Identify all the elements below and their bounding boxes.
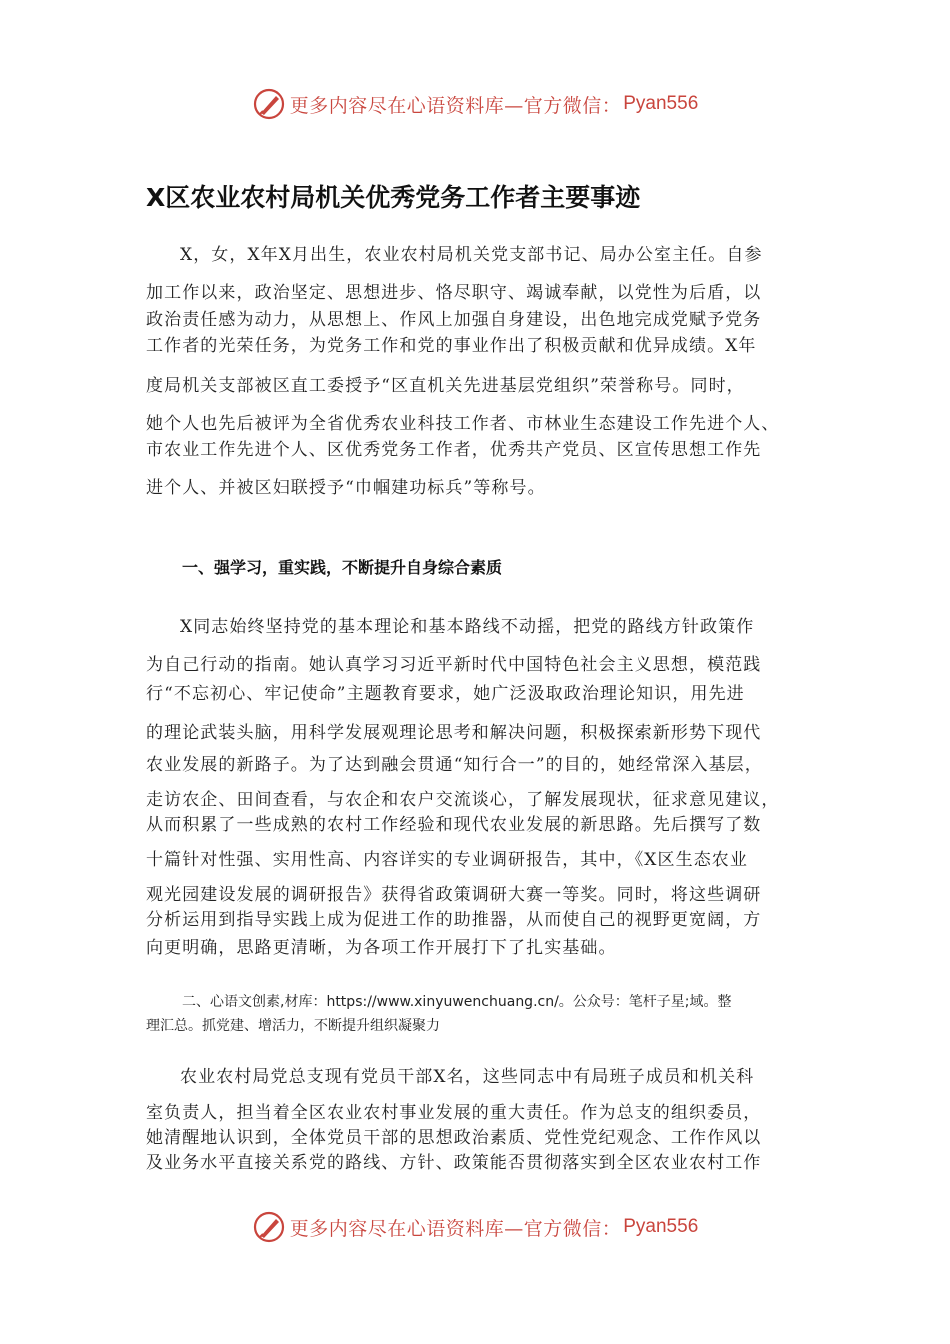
section2-paragraph — [146, 1064, 806, 1176]
text-line: 十篇针对性强、实用性高、内容详实的专业调研报告，其中，《X区生态农业 — [146, 850, 749, 870]
text-line: 从而积累了一些成熟的农村工作经验和现代农业发展的新思路。先后撰写了数 — [146, 815, 762, 835]
text-line: 进个人、并被区妇联授予“巾帼建功标兵”等称号。 — [146, 478, 546, 498]
watermark-text: 更多内容尽在心语资料库—官方微信： — [289, 94, 622, 117]
text-line: 观光园建设发展的调研报告》获得省政策调研大赛一等奖。同时，将这些调研 — [146, 885, 762, 905]
watermark-banner-top — [0, 82, 950, 126]
intro-paragraph — [146, 242, 806, 501]
watermark-id: Pyan556 — [623, 1216, 699, 1237]
quill-logo-icon — [252, 1210, 286, 1244]
text-line: X，女，X年X月出生，农业农村局机关党支部书记、局办公室主任。自参 — [180, 245, 763, 265]
text-line: 走访农企、田间查看，与农企和农户交流谈心，了解发展现状，征求意见建议， — [146, 790, 780, 810]
watermark-text: 更多内容尽在心语资料库—官方微信： — [289, 1217, 622, 1240]
text-line: 她清醒地认识到，全体党员干部的思想政治素质、党性党纪观念、工作作风以 — [146, 1128, 762, 1148]
document-title: X区农业农村局机关优秀党务工作者主要事迹 — [146, 183, 641, 212]
section-heading-2 — [146, 990, 816, 1038]
text-line: 度局机关支部被区直工委授予“区直机关先进基层党组织”荣誉称号。同时， — [146, 376, 745, 396]
text-line: 加工作以来，政治坚定、思想进步、恪尽职守、竭诚奉献，以党性为后盾，以 — [146, 283, 762, 303]
text-line: 她个人也先后被评为全省优秀农业科技工作者、市林业生态建设工作先进个人、 — [146, 414, 780, 434]
text-line: 及业务水平直接关系党的路线、方针、政策能否贯彻落实到全区农业农村工作 — [146, 1153, 762, 1173]
text-line: 政治责任感为动力，从思想上、作风上加强自身建设，出色地完成党赋予党务 — [146, 310, 762, 330]
note-line: 二、心语文创素,材库：https://www.xinyuwenchuang.cn/。公众号：笔杆子星;域。整 — [182, 994, 732, 1010]
text-line: 的理论武装头脑，用科学发展观理论思考和解决问题，积极探索新形势下现代 — [146, 723, 762, 743]
text-line: 室负责人，担当着全区农业农村事业发展的重大责任。作为总支的组织委员， — [146, 1103, 762, 1123]
note-line: 理汇总。抓党建、增活力，不断提升组织凝聚力 — [146, 1018, 440, 1034]
section-heading-1: 一、强学习，重实践，不断提升自身综合素质 — [182, 558, 503, 577]
text-line: X同志始终坚持党的基本理论和基本路线不动摇，把党的路线方针政策作 — [180, 617, 755, 637]
text-line: 向更明确，思路更清晰，为各项工作开展打下了扎实基础。 — [146, 938, 617, 958]
text-line: 为自己行动的指南。她认真学习习近平新时代中国特色社会主义思想，模范践 — [146, 655, 762, 675]
text-line: 分析运用到指导实践上成为促进工作的助推器，从而使自己的视野更宽阔，方 — [146, 910, 762, 930]
text-line: 工作者的光荣任务，为党务工作和党的事业作出了积极贡献和优异成绩。X年 — [146, 336, 757, 356]
quill-logo-icon — [252, 87, 286, 121]
text-line: 农业农村局党总支现有党员干部X名，这些同志中有局班子成员和机关科 — [180, 1067, 755, 1087]
text-line: 行“不忘初心、牢记使命”主题教育要求，她广泛汲取政治理论知识，用先进 — [146, 684, 745, 704]
watermark-id: Pyan556 — [623, 93, 699, 114]
watermark-banner-bottom — [0, 1205, 950, 1249]
text-line: 农业发展的新路子。为了达到融会贯通“知行合一”的目的，她经常深入基层， — [146, 755, 763, 775]
section1-paragraph — [146, 614, 806, 961]
text-line: 市农业工作先进个人、区优秀党务工作者，优秀共产党员、区宣传思想工作先 — [146, 440, 762, 460]
